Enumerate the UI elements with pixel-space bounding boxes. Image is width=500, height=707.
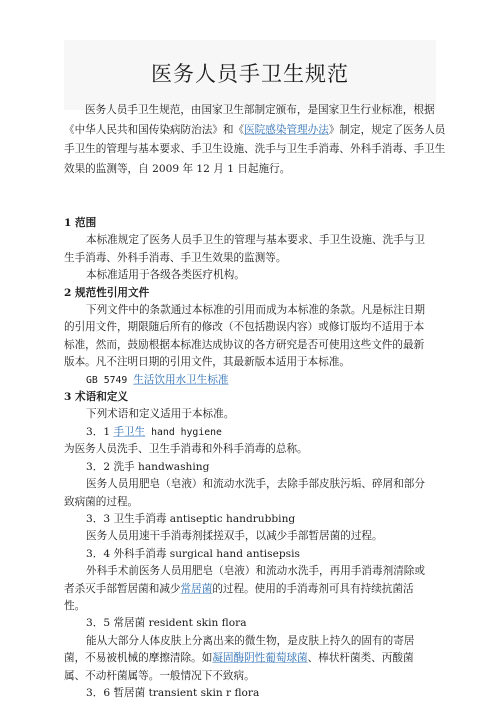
text-line: 外科手术前医务人员用肥皂（皂液）和流动水洗手，再用手消毒剂清除或	[86, 565, 425, 578]
text-line: 下列术语和定义适用于本标准。	[86, 408, 235, 421]
text-line: 的引用文件，期限随后所有的修改（不包括勘误内容）或修订版均不适用于本	[64, 321, 425, 334]
text-line: 性。	[64, 599, 86, 612]
section-heading-scope: 1 范围	[64, 217, 97, 229]
term-line: 3．5 常居菌 resident skin flora	[86, 617, 247, 630]
link-coagulase-negative-staphylococcus[interactable]: 凝固酶阴性葡萄球菌	[212, 652, 308, 665]
text-line: 本标准适用于各级各类医疗机构。	[86, 269, 245, 282]
text-line: 下列文件中的条款通过本标准的引用而成为本标准的条款。凡是标注日期	[86, 304, 425, 317]
link-hospital-infection-rules[interactable]: 医院感染管理办法	[244, 123, 329, 136]
text-line: 致病菌的过程。	[64, 495, 139, 508]
intro-line: 医务人员手卫生规范，由国家卫生部制定颁布，是国家卫生行业标准，根据	[85, 104, 435, 116]
link-drinking-water-standard[interactable]: 生活饮用水卫生标准	[133, 373, 229, 386]
page-title: 医务人员手卫生规范	[151, 62, 349, 86]
text-line: 医务人员用肥皂（皂液）和流动水洗手，去除手部皮肤污垢、碎屑和部分	[86, 478, 425, 491]
term-line: 3．6 暂居菌 transient skin r flora	[86, 686, 260, 699]
text-line: 菌，不易被机械的摩擦清除。如凝固酶阴性葡萄球菌、棒状杆菌类、丙酸菌	[64, 652, 414, 665]
text-line: 标准，然而，鼓励根据本标准达成协议的各方研究是否可使用这些文件的最新	[64, 338, 425, 351]
intro-line: 《中华人民共和国传染病防治法》和《医院感染管理办法》制定，规定了医务人员	[64, 123, 446, 136]
reference-line: GB 5749 生活饮用水卫生标准	[86, 373, 229, 386]
text-line: 能从大部分人体皮肤上分离出来的微生物，是皮肤上持久的固有的寄居	[86, 634, 415, 647]
text-line: 者杀灭手部暂居菌和减少常居菌的过程。使用的手消毒剂可具有持续抗菌活	[64, 582, 414, 595]
text-line: 医务人员用速干手消毒剂揉搓双手，以减少手部暂居菌的过程。	[86, 530, 383, 543]
text-line: 版本。凡不注明日期的引用文件，其最新版本适用于本标准。	[64, 356, 351, 369]
sections	[64, 215, 438, 702]
text-line: 为医务人员洗手、卫生手消毒和外科手消毒的总称。	[64, 443, 308, 456]
text-line: 生手消毒、外科手消毒、手卫生效果的监测等。	[64, 251, 287, 264]
section-heading-references: 2 规范性引用文件	[64, 286, 150, 299]
intro-paragraph	[64, 101, 446, 179]
term-line: 3．2 洗手 handwashing	[86, 460, 210, 473]
text-line: 属、不动杆菌属等。一般情况下不致病。	[64, 669, 255, 682]
term-line: 3．4 外科手消毒 surgical hand antisepsis	[86, 547, 300, 560]
link-resident-flora[interactable]: 常居菌	[180, 582, 213, 595]
intro-line: 效果的监测等，自 2009 年 12 月 1 日起施行。	[64, 162, 291, 175]
term-line: 3．3 卫生手消毒 antiseptic handrubbing	[86, 512, 296, 525]
section-heading-terms: 3 术语和定义	[64, 391, 129, 404]
intro-line: 手卫生的管理与基本要求、手卫生设施、洗手与卫生手消毒、外科手消毒、手卫生	[64, 143, 446, 156]
text-line: 本标准规定了医务人员手卫生的管理与基本要求、手卫生设施、洗手与卫	[86, 234, 425, 247]
term-line: 3．1 手卫生 hand hygiene	[86, 425, 222, 438]
link-hand-hygiene[interactable]: 手卫生	[113, 425, 146, 438]
